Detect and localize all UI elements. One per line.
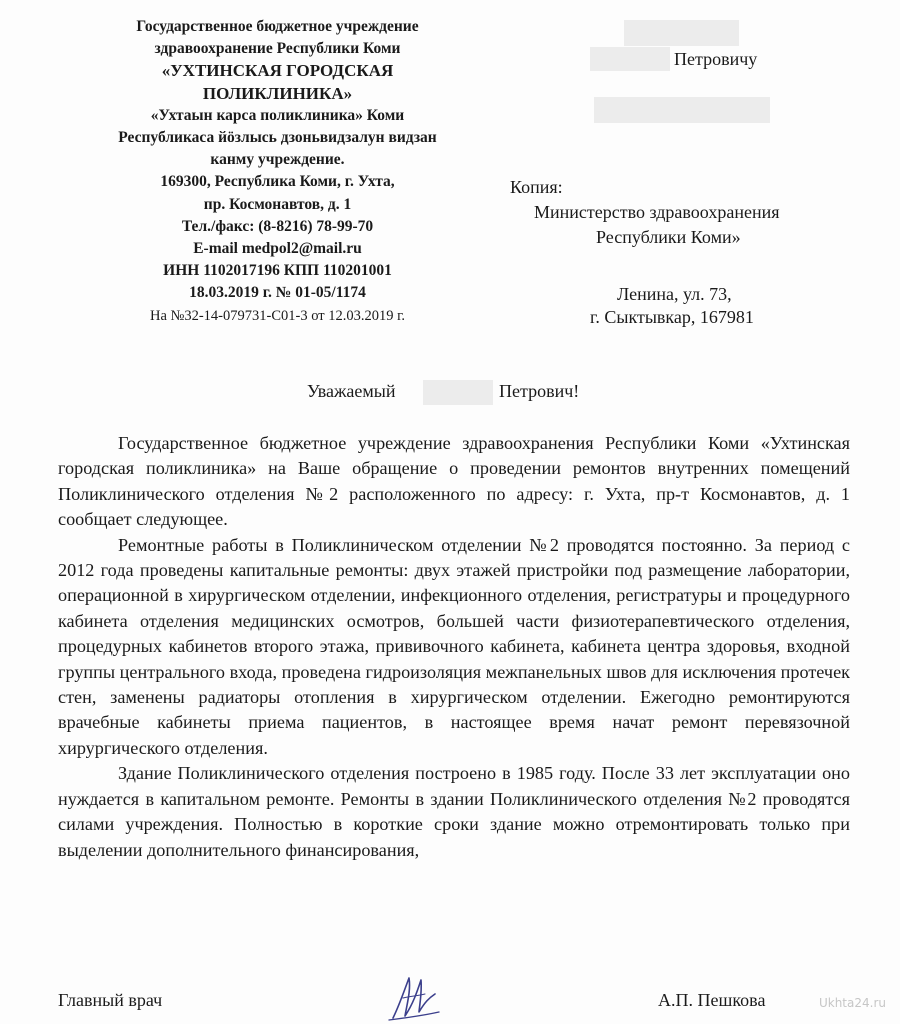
body-paragraph: Государственное бюджетное учреждение здравоохранения Республики Коми «Ухтинская городская поликлиника» на Ваше обращение о проведении ремонтов внутренних помещений Поликлинического отделения №2 расположенного по адресу: г. Ухта, пр-т Космонавтов, д. 1 сообщает следующее. — [58, 433, 850, 530]
redacted-address — [594, 97, 770, 123]
copy-recipient-cont: Республики Коми» — [596, 227, 741, 247]
reference-line: На №32-14-079731-С01-3 от 12.03.2019 г. — [149, 307, 406, 324]
body-paragraph: Здание Поликлинического отделения построено в 1985 году. После 33 лет эксплуатации оно нуждается в капитальном ремонте. Ремонты в здании Поликлинического отделения №2 проводятся силами учреждения. Полностью в короткие сроки здание можно отремонтировать только при выделении дополнительного финансирования, — [58, 763, 850, 860]
header-line: Государственное бюджетное учреждение — [136, 18, 419, 35]
copy-label: Копия: — [510, 177, 563, 197]
header-line: 18.03.2019 г. № 01-05/1174 — [189, 284, 366, 302]
header-line: Тел./факс: (8-8216) 78-99-70 — [181, 217, 374, 235]
header-line: здравоохранение Республики Коми — [154, 40, 401, 58]
header-line: Республикаса йöзлысь дзоньвидзалун видзан — [118, 129, 437, 147]
copy-recipient-line-1 — [534, 200, 780, 225]
greeting-prefix: Уважаемый — [307, 381, 396, 401]
body-paragraph: Ремонтные работы в Поликлиническом отделении №2 проводятся постоянно. За период с 2012 года проведены капитальные ремонты: двух этажей пристройки под размещение лаборатории, операционной в хирургическом отделении, инфекционного отделения, регистратуры и процедурного кабинета отделения медицинских осмотров, большей части физиотерапевтического отделения, процедурных кабинетов второго этажа, прививочного кабинета, кабинета центра здоровья, входной группы центрального входа, проведена гидроизоляция межпанельных швов для исключения протечек стен, заменены радиаторы отопления в хирургическом отделении. Ежегодно ремонтируются врачебные кабинеты приема пациентов, в настоящее время начат ремонт перевязочной хирургического отделения. — [58, 534, 850, 758]
copy-recipient: Министерство здравоохранения — [534, 202, 780, 222]
signatory-role: Главный врач — [58, 990, 163, 1010]
header-line: канму учреждение. — [210, 151, 345, 169]
addressee-patronymic: Петровичу — [674, 49, 758, 69]
header-line: ПОЛИКЛИНИКА» — [202, 83, 353, 103]
site-watermark: Ukhta24.ru — [818, 996, 886, 1010]
redacted-greeting-name — [423, 380, 493, 405]
header-line: E-mail medpol2@mail.ru — [193, 240, 362, 258]
header-line: «УХТИНСКАЯ ГОРОДСКАЯ — [161, 61, 394, 81]
letter-body — [58, 431, 850, 863]
handwritten-signature — [385, 968, 445, 1024]
header-line: «Ухтаын карса поликлиника» Коми — [150, 106, 405, 124]
organization-header — [95, 16, 460, 327]
header-line: ИНН 1102017196 КПП 110201001 — [163, 262, 392, 280]
header-line: пр. Космонавтов, д. 1 — [203, 195, 352, 213]
signatory-name: А.П. Пешкова — [658, 990, 766, 1010]
greeting-suffix: Петрович! — [499, 381, 580, 401]
copy-city: г. Сыктывкар, 167981 — [590, 307, 754, 327]
copy-street: Ленина, ул. 73, — [617, 284, 732, 304]
copy-address-line-2 — [590, 305, 754, 330]
copy-block — [510, 175, 563, 200]
redacted-first-name — [590, 47, 670, 71]
copy-address-line-1 — [617, 282, 732, 307]
redacted-surname — [624, 20, 739, 46]
copy-recipient-line-2 — [596, 225, 741, 250]
header-line: 169300, Республика Коми, г. Ухта, — [160, 173, 395, 191]
